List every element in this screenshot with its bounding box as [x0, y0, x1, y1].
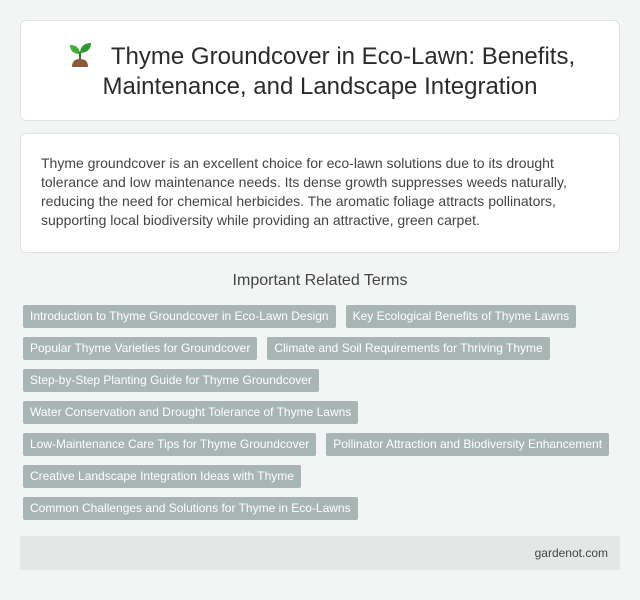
related-term-tag[interactable]: Pollinator Attraction and Biodiversity Enhancement	[326, 433, 609, 456]
page-title	[45, 41, 595, 102]
title-card	[20, 20, 620, 121]
related-term-tag[interactable]: Climate and Soil Requirements for Thriving Thyme	[267, 337, 549, 360]
related-term-tag[interactable]: Low-Maintenance Care Tips for Thyme Groundcover	[23, 433, 316, 456]
related-term-tag[interactable]: Introduction to Thyme Groundcover in Eco-Lawn Design	[23, 305, 336, 328]
related-terms-list	[23, 305, 621, 520]
intro-card	[20, 133, 620, 253]
related-term-tag[interactable]: Step-by-Step Planting Guide for Thyme Groundcover	[23, 369, 319, 392]
intro-paragraph: Thyme groundcover is an excellent choice for eco-lawn solutions due to its drought tolerance and low maintenance needs. Its dense growth suppresses weeds naturally, reducing the need for chemical herbicides. The aromatic foliage attracts pollinators, supporting local biodiversity while providing an attractive, green carpet.	[41, 155, 567, 228]
related-term-tag[interactable]: Popular Thyme Varieties for Groundcover	[23, 337, 257, 360]
seedling-icon	[65, 41, 95, 67]
footer	[20, 536, 620, 570]
related-term-tag[interactable]: Water Conservation and Drought Tolerance of Thyme Lawns	[23, 401, 358, 424]
related-terms-heading: Important Related Terms	[232, 272, 408, 289]
related-term-tag[interactable]: Common Challenges and Solutions for Thyme in Eco-Lawns	[23, 497, 358, 520]
footer-site-link[interactable]: gardenot.com	[534, 546, 608, 560]
related-term-tag[interactable]: Creative Landscape Integration Ideas with Thyme	[23, 465, 301, 488]
page-title-text: Thyme Groundcover in Eco-Lawn: Benefits, Maintenance, and Landscape Integration	[102, 43, 576, 100]
related-term-tag[interactable]: Key Ecological Benefits of Thyme Lawns	[346, 305, 577, 328]
